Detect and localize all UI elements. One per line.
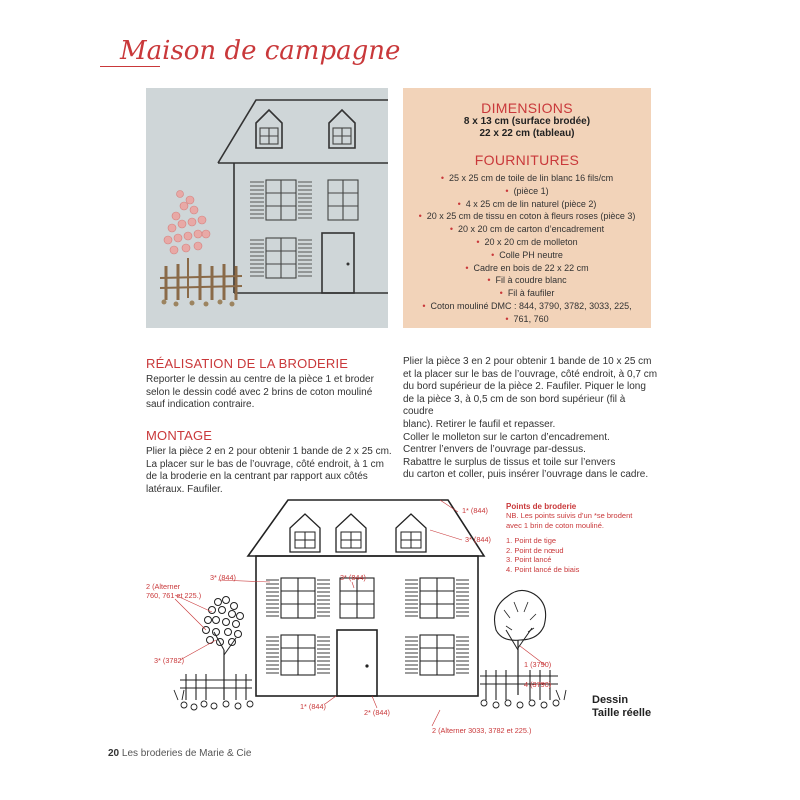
- key-title: Points de broderie: [506, 502, 577, 511]
- stitch-key: [506, 502, 656, 574]
- text-line: selon le dessin codé avec 2 brins de coton mouliné: [146, 386, 373, 398]
- key-item: 4. Point lancé de biais: [506, 564, 580, 574]
- text-line: de la broderie en la centrant par rapport aux côtés: [146, 471, 368, 483]
- text-line: blanc). Retirer le faufil et repasser.: [403, 418, 556, 430]
- page-title: Maison de campagne: [120, 36, 401, 66]
- text-line: La placer sur le bas de l’ouvrage, côté endroit, à 1 cm: [146, 458, 384, 470]
- dessin-label-line: Dessin: [592, 694, 629, 706]
- dessin-label-line: Taille réelle: [592, 707, 652, 719]
- text-line: du carton et coller, puis insérer l’ouvrage dans le cadre.: [403, 469, 649, 481]
- realisation-text: [146, 374, 386, 412]
- key-note: avec 1 brin de coton mouliné.: [506, 520, 604, 530]
- annotation: 3* (844): [465, 535, 491, 544]
- text-line: et la placer sur le bas de l’ouvrage, côté endroit, à 0,7 cm: [403, 368, 658, 380]
- title-rule: [100, 66, 160, 67]
- text-line: Plier la pièce 2 en 2 pour obtenir 1 bande de 2 x 25 cm.: [146, 446, 392, 457]
- montage-text: [146, 446, 396, 496]
- annotation: 1* (844): [462, 506, 488, 515]
- fourniture-item: • 25 x 25 cm de toile de lin blanc 16 fils/cm: [413, 172, 641, 185]
- text-line: Centrer l’envers de l’ouvrage par-dessus.: [403, 444, 586, 456]
- supplies-box: [403, 88, 651, 328]
- fourniture-item: • 20 x 25 cm de tissu en coton à fleurs roses (pièce 3): [413, 210, 641, 223]
- fourniture-item: • Cadre en bois de 22 x 22 cm: [413, 262, 641, 275]
- montage-heading: MONTAGE: [146, 428, 213, 443]
- embroidery-diagram: [140, 490, 660, 742]
- realisation-heading: RÉALISATION DE LA BRODERIE: [146, 356, 349, 371]
- key-item: 3. Point lancé: [506, 555, 552, 564]
- fourniture-item: • (pièce 1): [413, 185, 641, 198]
- text-line: Reporter le dessin au centre de la pièce 1 et broder: [146, 374, 374, 385]
- annotation: 2 (Alterner: [146, 582, 181, 591]
- annotation: 2* (844): [364, 708, 390, 717]
- fourniture-item: • Colle PH neutre: [413, 249, 641, 262]
- dimension-line: 8 x 13 cm (surface brodée): [463, 116, 591, 127]
- embroidery-photo: [146, 88, 388, 328]
- fournitures-list: [413, 172, 641, 326]
- text-line: du bord supérieur de la pièce 2. Faufiler. Piquer le long: [403, 381, 646, 393]
- annotation: 3* (3782): [154, 656, 185, 665]
- annotation: 1 (3790): [524, 660, 552, 669]
- text-line: latéraux. Faufiler.: [146, 483, 223, 495]
- text-line: Plier la pièce 3 en 2 pour obtenir 1 bande de 10 x 25 cm: [403, 356, 652, 367]
- fourniture-item: • Coton mouliné DMC : 844, 3790, 3782, 3033, 225,: [413, 300, 641, 313]
- fourniture-item: • 4 x 25 cm de lin naturel (pièce 2): [413, 198, 641, 211]
- page-number: 20: [108, 748, 120, 759]
- fournitures-heading: FOURNITURES: [474, 152, 580, 168]
- fourniture-item: • 20 x 20 cm de molleton: [413, 236, 641, 249]
- footer: [108, 748, 251, 759]
- fourniture-item: • 20 x 20 cm de carton d’encadrement: [413, 223, 641, 236]
- annotation: 3* (844): [210, 573, 236, 582]
- fourniture-item: • 761, 760: [413, 313, 641, 326]
- annotation: 3* (844): [340, 573, 366, 582]
- text-line: Rabattre le surplus de tissus et toile sur l’envers: [403, 456, 616, 468]
- fourniture-item: • Fil à coudre blanc: [413, 274, 641, 287]
- annotation: 1* (844): [300, 702, 326, 711]
- key-note: NB. Les points suivis d’un *se brodent: [506, 511, 633, 520]
- right-column-text: [403, 356, 658, 482]
- dimensions-heading: DIMENSIONS: [481, 100, 573, 116]
- key-item: 1. Point de tige: [506, 536, 557, 545]
- book-title: Les broderies de Marie & Cie: [121, 748, 252, 759]
- text-line: Coller le molleton sur le carton d’encadrement.: [403, 431, 610, 443]
- dessin-label: [592, 694, 651, 720]
- annotation: 760, 761 et 225.): [146, 591, 202, 600]
- key-item: 2. Point de nœud: [506, 545, 564, 555]
- fourniture-item: • Fil à faufiler: [413, 287, 641, 300]
- text-line: de la pièce 3, à 0,5 cm de son bord supérieur (fil à coudre: [403, 393, 626, 418]
- dimension-line: 22 x 22 cm (tableau): [479, 128, 575, 139]
- annotation: 2 (Alterner 3033, 3782 et 225.): [432, 726, 532, 735]
- text-line: sauf indication contraire.: [146, 399, 255, 411]
- annotation: 4 (3790): [524, 680, 552, 689]
